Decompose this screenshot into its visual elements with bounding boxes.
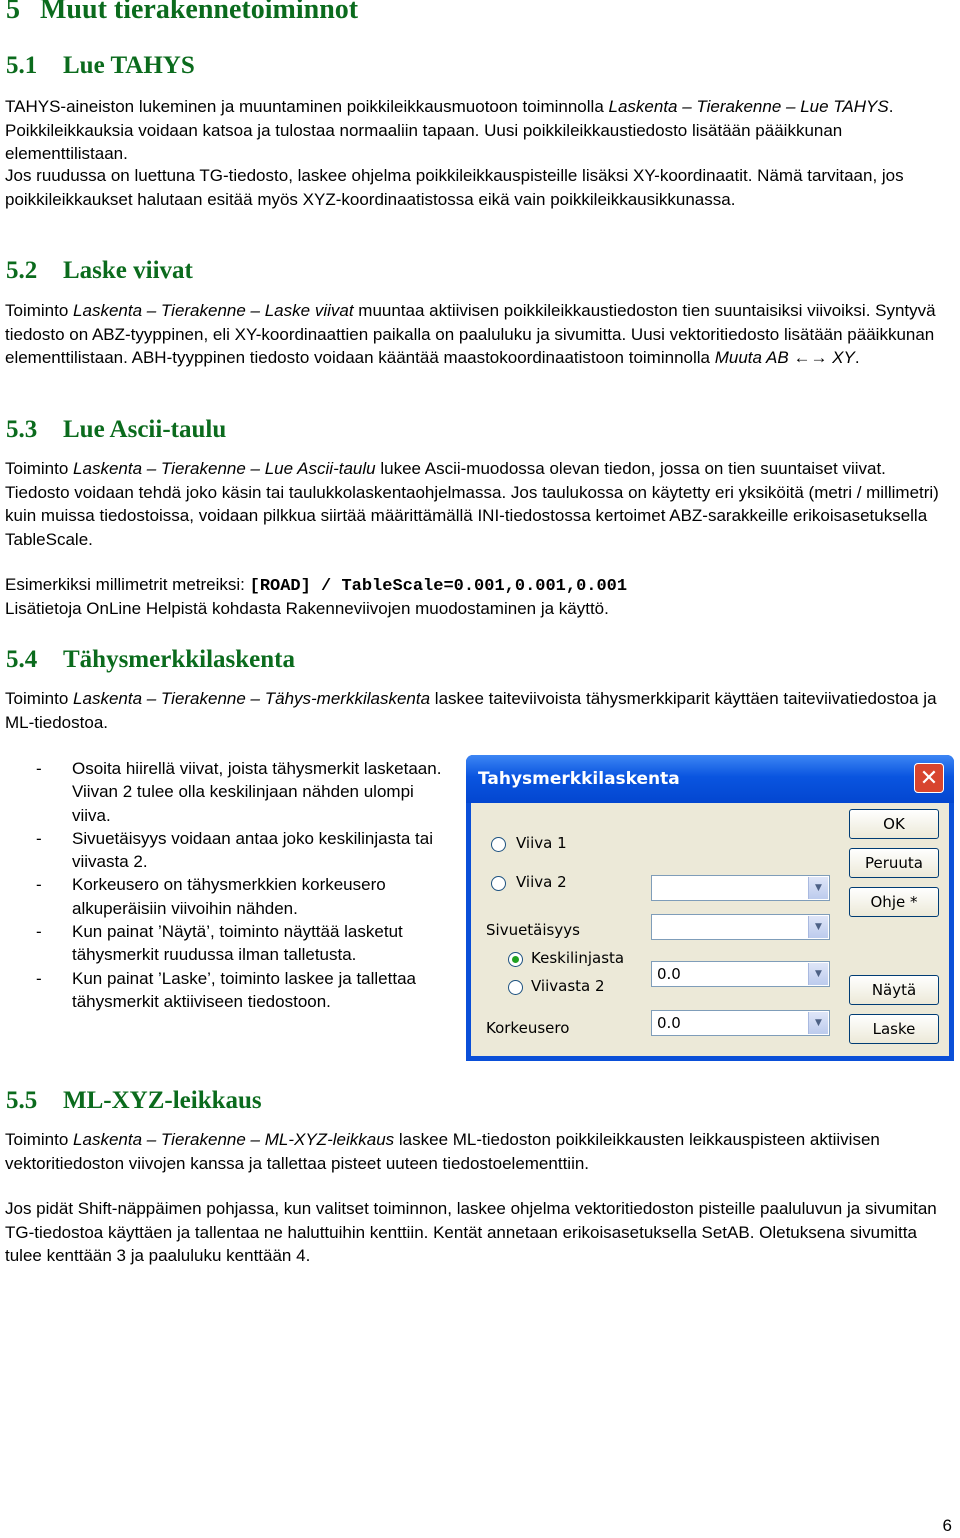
from-line2-label: Viivasta 2: [531, 977, 605, 995]
list-item: - Sivuetäisyys voidaan antaa joko keskilinjasta tai viivasta 2.: [36, 828, 433, 872]
section-number: 5.3: [6, 416, 38, 443]
paragraph-5-2: Toiminto Laskenta – Tierakenne – Laske viivat muuntaa aktiivisen poikkileikkaustiedoston tien suuntaisiksi viivoiksi. Syntyvä tiedosto on ABZ-tyyppinen, eli XY-koordinaattien paikalla on paaluluku ja sivumitta. Uusi vektoritiedosto lisätään pääikkunan elementtilistaan. ABH-tyyppinen tiedosto voidaan kääntää maastokoordinaatistoon toiminnolla Muuta AB ←→ XY.: [5, 301, 936, 367]
chapter-number: 5: [6, 0, 20, 25]
paragraph-5-5: Toiminto Laskenta – Tierakenne – ML-XYZ-leikkaus laskee ML-tiedoston poikkileikkausten leikkauspisteen aktiivisen vektoritiedoston viivojen kanssa ja tallettaa pisteet uuteen tiedostoelementtiin.: [5, 1130, 880, 1173]
from-line2-radio[interactable]: [508, 980, 523, 995]
cancel-button[interactable]: Peruuta: [849, 848, 939, 878]
dialog-titlebar[interactable]: [466, 755, 954, 803]
chevron-down-icon[interactable]: ▼: [808, 877, 828, 899]
section-number: 5.4: [6, 646, 38, 673]
ok-button[interactable]: OK: [849, 809, 939, 839]
line1-combo[interactable]: [651, 875, 830, 901]
menu-path: Laskenta – Tierakenne – Laske viivat: [73, 301, 354, 320]
dialog-title: Tahysmerkkilaskenta: [478, 769, 680, 789]
menu-path: Laskenta – Tierakenne – Tähys-merkkilaskenta: [73, 689, 431, 708]
offset-value: 0.0: [657, 965, 681, 983]
height-combo[interactable]: [651, 1010, 830, 1036]
chevron-down-icon[interactable]: ▼: [808, 1012, 828, 1034]
chapter-heading: [6, 0, 358, 26]
list-item: - Kun painat ’Laske’, toiminto laskee ja tallettaa tähysmerkit aktiiviseen tiedostoon.: [36, 968, 416, 1011]
tahysmerkkilaskenta-dialog: [466, 755, 954, 1061]
line1-radio[interactable]: [491, 837, 506, 852]
section-number: 5.1: [6, 52, 38, 79]
paragraph-5-5-shift: Jos pidät Shift-näppäimen pohjassa, kun valitset toiminnon, laskee ohjelma vektoritiedoston pisteille paaluluvun ja sivumitan TG-tiedostoa käyttäen ja tallentaa ne haluttuihin kenttiin. Kentät annetaan erikoisasetuksella SetAB. Oletuksena sivumitta tulee kenttään 3 ja paaluluku kenttään 4.: [5, 1199, 937, 1265]
command-name: Muuta AB ←→ XY: [714, 348, 855, 367]
section-title: Lue Ascii-taulu: [63, 416, 227, 443]
section-title: Lue TAHYS: [63, 52, 195, 79]
section-heading-5-5: [6, 1087, 262, 1115]
section-number: 5.2: [6, 257, 38, 284]
line1-label: Viiva 1: [516, 834, 567, 852]
line2-combo[interactable]: [651, 914, 830, 940]
section-heading-5-2: [6, 257, 193, 285]
section-title: ML-XYZ-leikkaus: [63, 1087, 262, 1114]
height-value: 0.0: [657, 1014, 681, 1032]
list-item: - Korkeusero on tähysmerkkien korkeusero alkuperäisiin viivoihin nähden.: [36, 875, 386, 918]
list-item: - Kun painat ’Näytä’, toiminto näyttää lasketut tähysmerkit ruudussa ilman talletusta.: [36, 922, 403, 965]
offset-label: Sivuetäisyys: [486, 921, 580, 939]
line2-label: Viiva 2: [516, 873, 567, 891]
menu-path: Laskenta – Tierakenne – Lue TAHYS: [608, 97, 889, 116]
chapter-title: Muut tierakennetoiminnot: [40, 0, 359, 25]
center-label: Keskilinjasta: [531, 949, 625, 967]
code-sample: [ROAD] / TableScale=0.001,0.001,0.001: [249, 577, 628, 596]
section-title: Tähysmerkkilaskenta: [63, 646, 295, 673]
chevron-down-icon[interactable]: ▼: [808, 963, 828, 985]
chevron-down-icon[interactable]: ▼: [808, 916, 828, 938]
show-button[interactable]: Näytä: [849, 975, 939, 1005]
menu-path: Laskenta – Tierakenne – Lue Ascii-taulu: [73, 459, 376, 478]
menu-path: Laskenta – Tierakenne – ML-XYZ-leikkaus: [73, 1130, 395, 1149]
section-number: 5.5: [6, 1087, 38, 1114]
height-label: Korkeusero: [486, 1019, 570, 1037]
close-button[interactable]: ✕: [914, 763, 944, 793]
dialog-body: [471, 803, 949, 1056]
section-heading-5-1: [6, 52, 195, 80]
paragraph-5-4: Toiminto Laskenta – Tierakenne – Tähys-merkkilaskenta laskee taiteviivoista tähysmerkkiparit käyttäen taiteviivatiedostoa ja ML-tiedostoa.: [5, 689, 937, 732]
line2-radio[interactable]: [491, 876, 506, 891]
list-item: - Osoita hiirellä viivat, joista tähysmerkit lasketaan. Viivan 2 tulee olla keskilinjaan nähden ulompi viiva.: [36, 759, 442, 825]
section-heading-5-4: [6, 646, 295, 674]
more-info-line: Lisätietoja OnLine Helpistä kohdasta Rakenneviivojen muodostaminen ja käyttö.: [5, 599, 609, 618]
instruction-list: [5, 757, 455, 1013]
offset-combo[interactable]: [651, 961, 830, 987]
example-line: Esimerkiksi millimetrit metreiksi: [ROAD] / TableScale=0.001,0.001,0.001: [5, 575, 628, 596]
section-heading-5-3: [6, 416, 226, 444]
section-title: Laske viivat: [63, 257, 193, 284]
paragraph-5-3: Toiminto Laskenta – Tierakenne – Lue Ascii-taulu lukee Ascii-muodossa olevan tiedon, jossa on tien suuntaiset viivat. Tiedosto voidaan tehdä joko käsin tai taulukkolaskentaohjelmassa. Jos taulukossa on käytetty eri yksiköitä (metri / millimetri) kuin muissa tiedostoissa, voidaan pilkkua siirtää määrittämällä INI-tiedostossa kertoimet ABZ-sarakkeille erikoisasetuksella TableScale.: [5, 459, 939, 549]
calculate-button[interactable]: Laske: [849, 1014, 939, 1044]
help-button[interactable]: Ohje *: [849, 887, 939, 917]
page-number: 6: [942, 1516, 952, 1535]
paragraph-5-1-intro: TAHYS-aineiston lukeminen ja muuntaminen poikkileikkausmuotoon toiminnolla Laskenta – Tierakenne – Lue TAHYS. Poikkileikkauksia voidaan katsoa ja tulostaa normaaliin tapaan. Uusi poikkileikkaustiedosto lisätään pääikkunan elementtilistaan.: [5, 97, 894, 163]
center-radio[interactable]: [508, 952, 523, 967]
paragraph-5-1-tg: Jos ruudussa on luettuna TG-tiedosto, laskee ohjelma poikkileikkauspisteille lisäksi XY-koordinaatit. Nämä tarvitaan, jos poikkileikkaukset halutaan esitää myös XYZ-koordinaatistossa eikä vain poikkileikkausikkunassa.: [5, 166, 904, 209]
